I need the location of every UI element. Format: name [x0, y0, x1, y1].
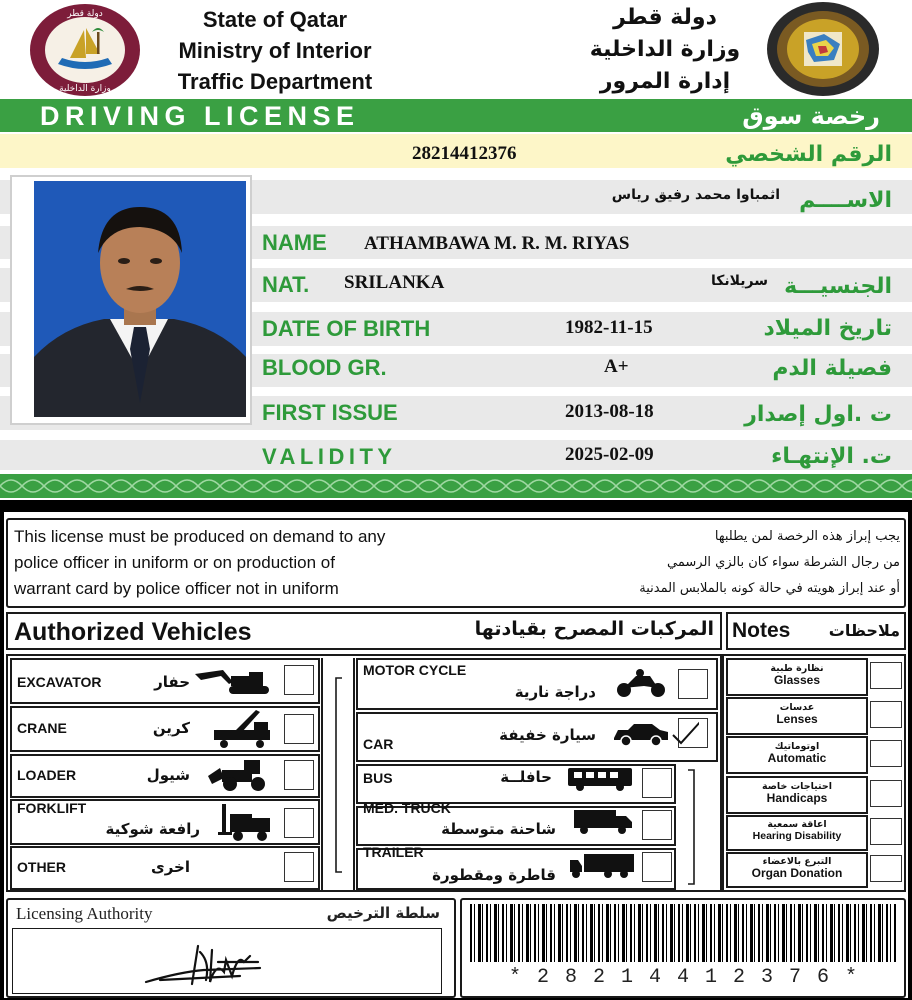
signature-icon [140, 932, 270, 992]
vehicle-trailer-label: TRAILER [363, 844, 424, 860]
bracket-decoration [320, 658, 356, 890]
vehicle-bus-label: BUS [363, 770, 393, 786]
note-hearing-en: Hearing Disability [752, 830, 842, 842]
header-arabic [560, 2, 770, 98]
note-organ-donation [728, 856, 866, 880]
vehicle-excavator-checkbox[interactable] [284, 665, 314, 695]
first-issue-label-ar: ت .اول إصدار [744, 402, 892, 427]
first-issue-label: FIRST ISSUE [262, 400, 398, 425]
truck-icon [572, 808, 634, 836]
license-front [0, 0, 912, 498]
vehicle-motorcycle-checkbox[interactable] [678, 669, 708, 699]
authority-label-ar: سلطة الترخيص [326, 904, 440, 922]
name-value-ar: اثمباوا محمد رفيق رياس [611, 187, 780, 203]
vehicle-loader-label: LOADER [17, 767, 77, 783]
note-organ-donation-en: Organ Donation [751, 866, 843, 880]
vehicle-crane-label: CRANE [17, 720, 67, 736]
header-state: State of Qatar [202, 7, 348, 32]
note-automatic-ar: اوتوماتيك [774, 741, 820, 752]
note-lenses [728, 702, 866, 726]
note-lenses-ar: عدسات [779, 702, 815, 713]
vehicle-truck-label: MED. TRUCK [363, 800, 451, 816]
vehicle-forklift-label: FORKLIFT [17, 800, 87, 816]
trailer-icon [568, 852, 636, 880]
blood-group-label-ar: فصيلة الدم [772, 356, 892, 381]
note-lenses-en: Lenses [776, 712, 818, 726]
personal-no-value: 28214412376 [412, 143, 517, 164]
notes-header-en: Notes [732, 619, 791, 642]
ministry-emblem-icon [28, 2, 143, 98]
vehicles-header-en: Authorized Vehicles [14, 618, 252, 646]
vehicle-bus-checkbox[interactable] [642, 768, 672, 798]
note-hearing [728, 819, 866, 843]
vehicle-car-label-ar: سيارة خفيفة [499, 726, 596, 744]
notice-ar-1: يجب إبراز هذه الرخصة لمن يطلبها [714, 529, 900, 544]
note-glasses-ar: نظارة طبية [770, 663, 824, 674]
bracket-decoration-right [676, 764, 720, 890]
dob-label: DATE OF BIRTH [262, 316, 431, 341]
vehicle-loader-checkbox[interactable] [284, 760, 314, 790]
car-icon [612, 720, 670, 748]
checkmark-icon [671, 719, 699, 747]
notice-ar-3: أو عند إبراز هويته في حالة كونه بالملابس المدنية [639, 581, 900, 596]
header-english [130, 4, 420, 97]
note-hearing-checkbox[interactable] [870, 818, 902, 845]
vehicle-forklift-checkbox[interactable] [284, 808, 314, 838]
vehicle-crane-label-ar: كرين [152, 719, 190, 737]
dob-label-ar: تاريخ الميلاد [763, 316, 892, 341]
header-state-ar: دولة قطر [613, 5, 717, 30]
blood-group-value: A+ [604, 356, 629, 377]
vehicle-motorcycle-label-ar: دراجة نارية [514, 683, 596, 701]
notice-en-2: police officer in uniform or on production of [14, 553, 335, 572]
vehicle-other-label-ar: اخرى [150, 858, 190, 876]
header-ministry-ar: وزارة الداخلية [589, 37, 741, 62]
ornament-border [0, 474, 912, 498]
dob-value: 1982-11-15 [565, 317, 653, 338]
license-title-ar: رخصة سوق [742, 102, 880, 130]
note-glasses [728, 663, 866, 687]
note-automatic-checkbox[interactable] [870, 740, 902, 767]
vehicle-excavator-label-ar: حفار [154, 673, 190, 691]
note-glasses-checkbox[interactable] [870, 662, 902, 689]
name-label-ar: الاســــم [799, 188, 892, 213]
note-automatic [728, 741, 866, 765]
name-label: NAME [262, 230, 327, 255]
license-back [0, 500, 912, 1000]
note-glasses-en: Glasses [773, 673, 821, 687]
vehicle-loader-label-ar: شيول [146, 766, 190, 784]
vehicle-other-checkbox[interactable] [284, 852, 314, 882]
header-ministry: Ministry of Interior [178, 38, 372, 63]
header-department: Traffic Department [177, 69, 373, 94]
note-hearing-ar: اعاقة سمعية [767, 819, 827, 830]
blood-group-label: BLOOD GR. [262, 355, 387, 380]
note-organ-donation-checkbox[interactable] [870, 855, 902, 882]
vehicle-trailer-checkbox[interactable] [642, 852, 672, 882]
first-issue-value: 2013-08-18 [565, 401, 654, 422]
validity-label: VALIDITY [262, 444, 397, 469]
name-value: ATHAMBAWA M. R. M. RIYAS [364, 233, 630, 254]
note-handicaps [728, 781, 866, 805]
vehicle-bus-label-ar: حافلــة [500, 768, 552, 786]
vehicle-truck-checkbox[interactable] [642, 810, 672, 840]
personal-no-label-ar: الرقم الشخصي [725, 142, 892, 167]
barcode-text: * 2 8 2 1 4 4 1 2 3 7 6 * [508, 966, 860, 989]
vehicle-car-label: CAR [363, 736, 394, 752]
vehicle-truck-label-ar: شاحنة متوسطة [441, 820, 556, 838]
nationality-label-ar: الجنسيـــة [784, 274, 892, 299]
excavator-icon [193, 666, 273, 696]
vehicle-crane-checkbox[interactable] [284, 714, 314, 744]
license-title: DRIVING LICENSE [40, 101, 360, 131]
svg-text:وزارة الداخلية: وزارة الداخلية [59, 84, 111, 94]
vehicle-forklift-label-ar: رافعة شوكية [105, 820, 200, 838]
crane-truck-icon [210, 708, 274, 750]
note-lenses-checkbox[interactable] [870, 701, 902, 728]
validity-label-ar: ت. الإنتهـاء [771, 444, 892, 469]
note-handicaps-en: Handicaps [766, 791, 828, 805]
nationality-value-ar: سريلانكا [710, 273, 768, 289]
forklift-icon [218, 802, 274, 842]
authority-label: Licensing Authority [16, 904, 153, 923]
motorcycle-icon [614, 668, 668, 698]
notice-ar-2: من رجال الشرطة سواء كان بالزي الرسمي [667, 555, 900, 570]
note-organ-donation-ar: التبرع بالاعضاء [762, 856, 832, 867]
nationality-value: SRILANKA [344, 272, 445, 293]
validity-value: 2025-02-09 [565, 444, 654, 465]
note-handicaps-ar: احتياجات خاصة [761, 781, 833, 792]
vehicle-motorcycle-label: MOTOR CYCLE [363, 662, 467, 678]
header-department-ar: إدارة المرور [599, 69, 731, 94]
note-handicaps-checkbox[interactable] [870, 780, 902, 807]
note-automatic-en: Automatic [767, 751, 827, 765]
holder-photo [10, 175, 252, 425]
barcode-bars [470, 904, 896, 962]
gcc-emblem-icon [764, 0, 882, 98]
vehicle-trailer-label-ar: قاطرة ومقطورة [432, 866, 556, 884]
vehicle-other-label: OTHER [17, 859, 66, 875]
svg-text:دولة قطر: دولة قطر [67, 9, 103, 19]
notes-header-ar: ملاحظات [828, 621, 900, 640]
notice-en-1: This license must be produced on demand to any [14, 527, 386, 546]
bus-icon [566, 766, 634, 792]
vehicle-car-checkbox[interactable] [678, 718, 708, 748]
vehicle-excavator-label: EXCAVATOR [17, 674, 102, 690]
notice-en-3: warrant card by police officer not in uniform [14, 579, 339, 598]
vehicles-header-ar: المركبات المصرح بقيادتها [474, 618, 714, 640]
nationality-label: NAT. [262, 272, 310, 297]
loader-icon [206, 758, 272, 792]
